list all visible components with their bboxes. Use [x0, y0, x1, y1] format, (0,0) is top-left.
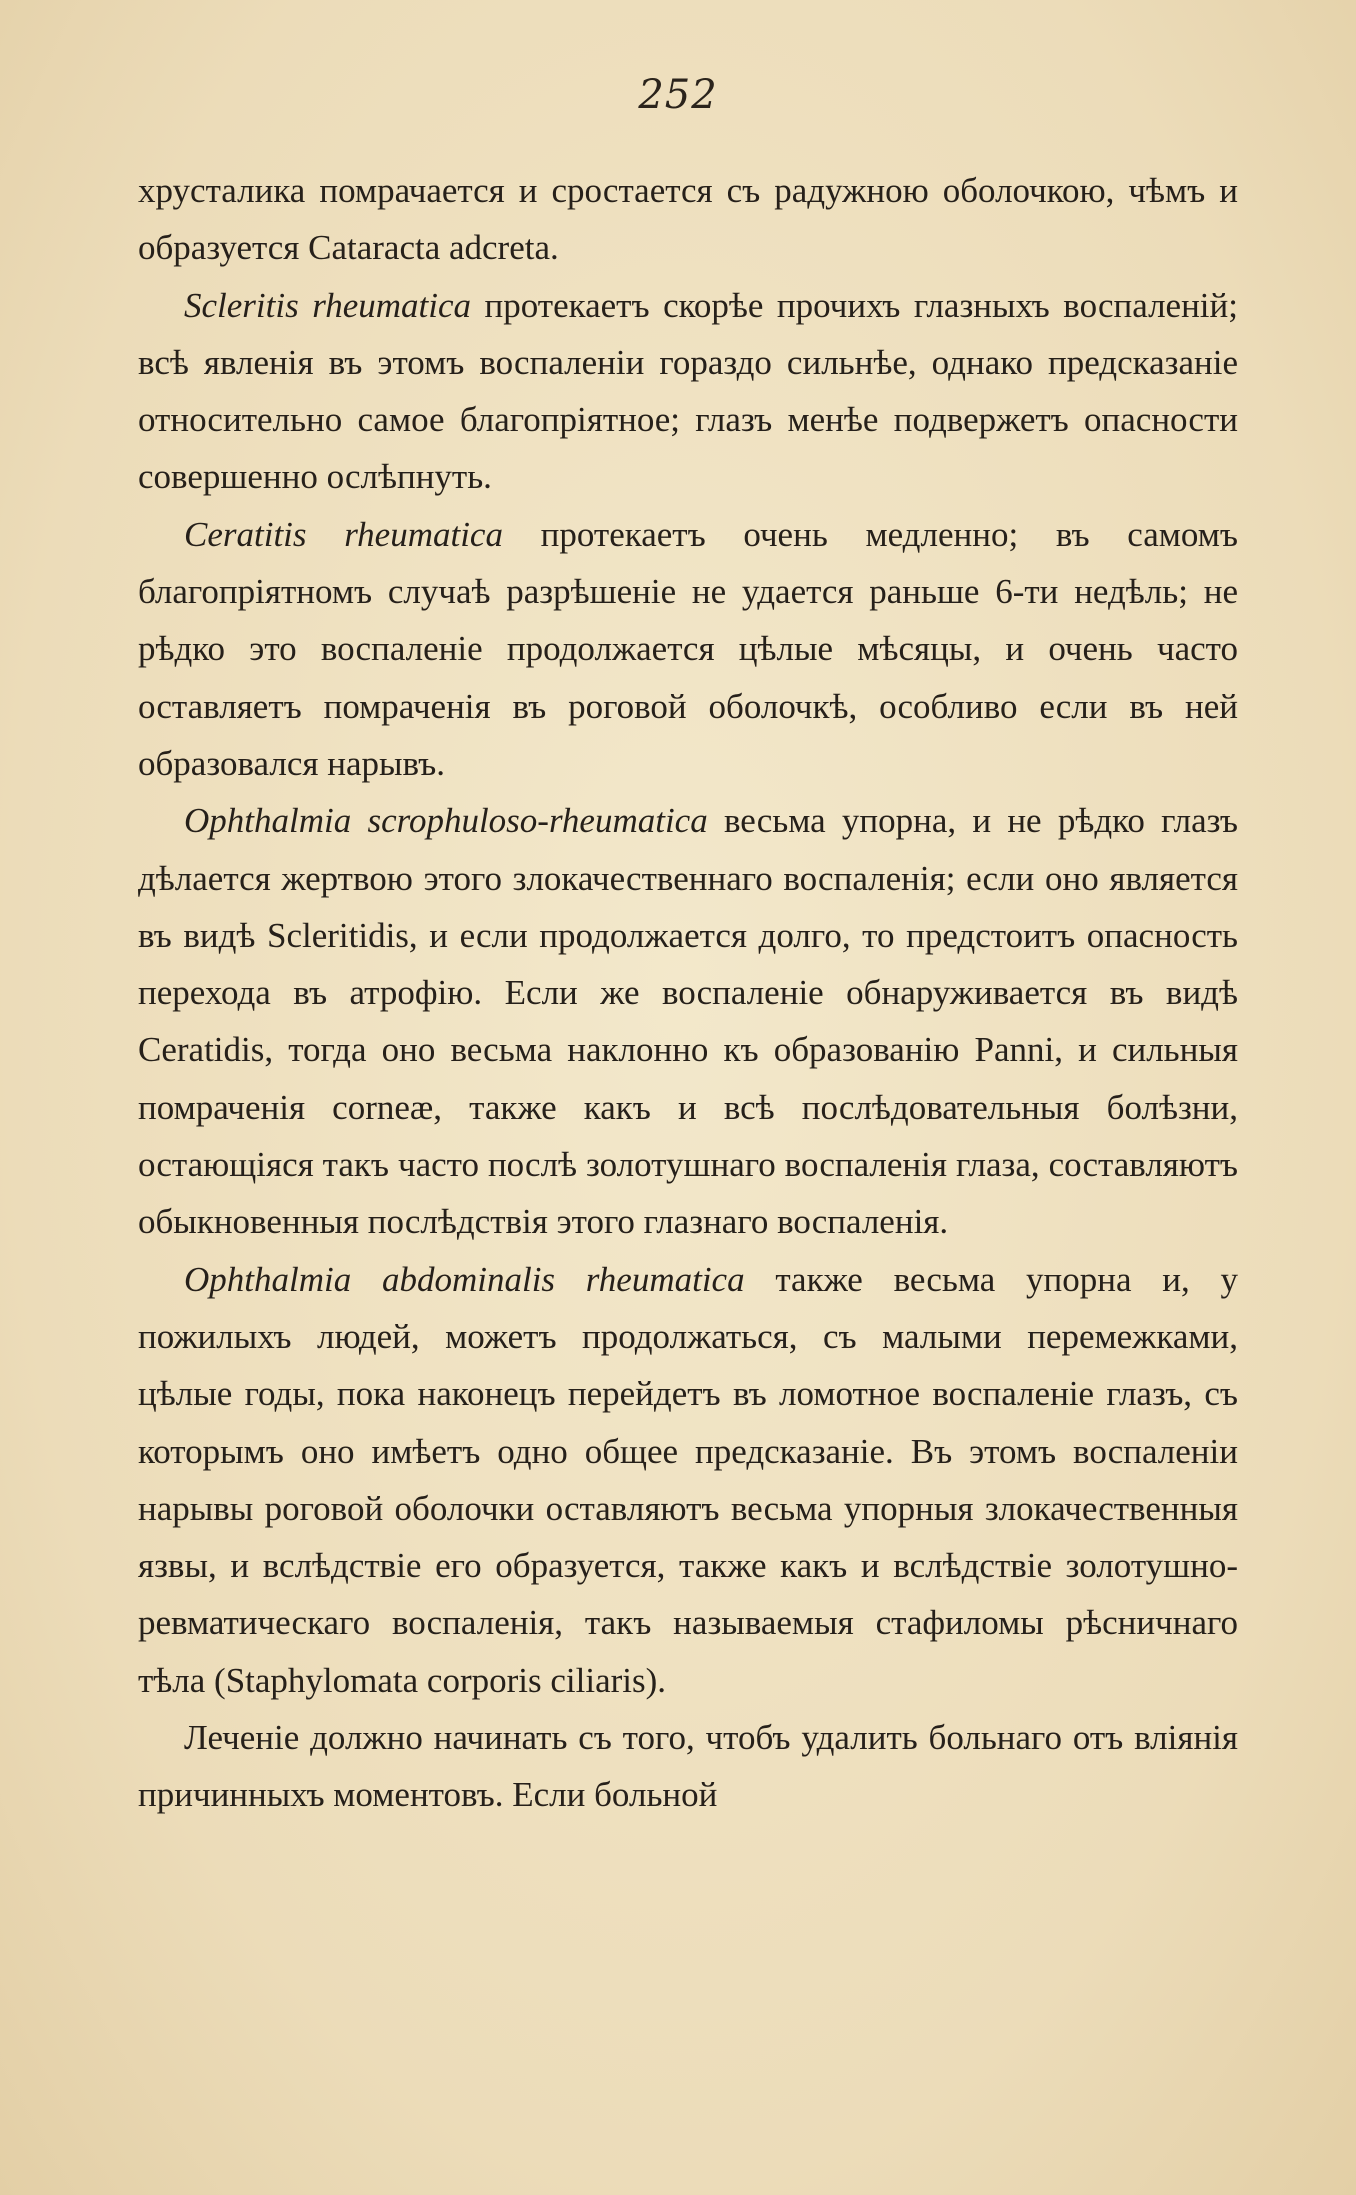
paragraph [138, 1251, 1238, 1709]
paragraph [138, 792, 1238, 1250]
paragraph-text: протекаетъ скорѣе прочихъ глазныхъ воспаленій; всѣ явленія въ этомъ воспаленіи гораздо сильнѣе, однако предсказаніе относительно самое благопріятное; глазъ менѣе подвержетъ опасности совершенно ослѣпнуть. [138, 285, 1238, 497]
paragraph-text: весьма упорна, и не рѣдко глазъ дѣлается жертвою этого злокачественнаго воспаленія; если оно является въ видѣ Scleritidis, и если продолжается долго, то предстоитъ опасность перехода въ атрофію. Если же воспаленіе обнаруживается въ видѣ Ceratidis, тогда оно весьма наклонно къ образованію Panni, и сильныя помраченія corneæ, также какъ и всѣ послѣдовательныя болѣзни, остающіяся такъ часто послѣ золотушнаго воспаленія глаза, составляютъ обыкновенныя послѣдствія этого глазнаго воспаленія. [138, 801, 1239, 1242]
paragraph-text: протекаетъ очень медленно; въ самомъ благопріятномъ случаѣ разрѣшеніе не удается раньше 6-ти недѣль; не рѣдко это воспаленіе продолжается цѣлые мѣсяцы, и очень часто оставляетъ помраченія въ роговой оболочкѣ, особливо если въ ней образовался нарывъ. [138, 514, 1238, 783]
latin-term: Ceratitis rheumatica [184, 514, 503, 554]
page-text [138, 162, 1238, 1824]
paragraph-text: Леченіе должно начинать съ того, чтобъ удалить больнаго отъ вліянія причинныхъ моментовъ. Если больной [138, 1718, 1238, 1815]
paragraph [138, 1709, 1238, 1824]
page-number: 252 [638, 72, 718, 118]
latin-term: Scleritis rheumatica [184, 285, 472, 325]
paragraph [138, 506, 1238, 792]
latin-term: Ophthalmia abdominalis rheumatica [184, 1259, 745, 1299]
paragraph-text: хрусталика помрачается и сростается съ радужною оболочкою, чѣмъ и образуется Cataracta adcreta. [138, 171, 1238, 268]
latin-term: Ophthalmia scrophuloso-rheumatica [184, 801, 708, 841]
paragraph-text: также весьма упорна и, у пожилыхъ людей, можетъ продолжаться, съ малыми перемежками, цѣлые годы, пока наконецъ перейдетъ въ ломотное воспаленіе глазъ, съ которымъ оно имѣетъ одно общее предсказаніе. Въ этомъ воспаленіи нарывы роговой оболочки оставляютъ весьма упорныя злокачественныя язвы, и вслѣдствіе его образуется, также какъ и вслѣдствіе золотушно-ревматическаго воспаленія, такъ называемыя стафиломы рѣсничнаго тѣла (Staphylomata corporis ciliaris). [138, 1259, 1238, 1700]
paragraph [138, 162, 1238, 277]
paragraph [138, 277, 1238, 506]
